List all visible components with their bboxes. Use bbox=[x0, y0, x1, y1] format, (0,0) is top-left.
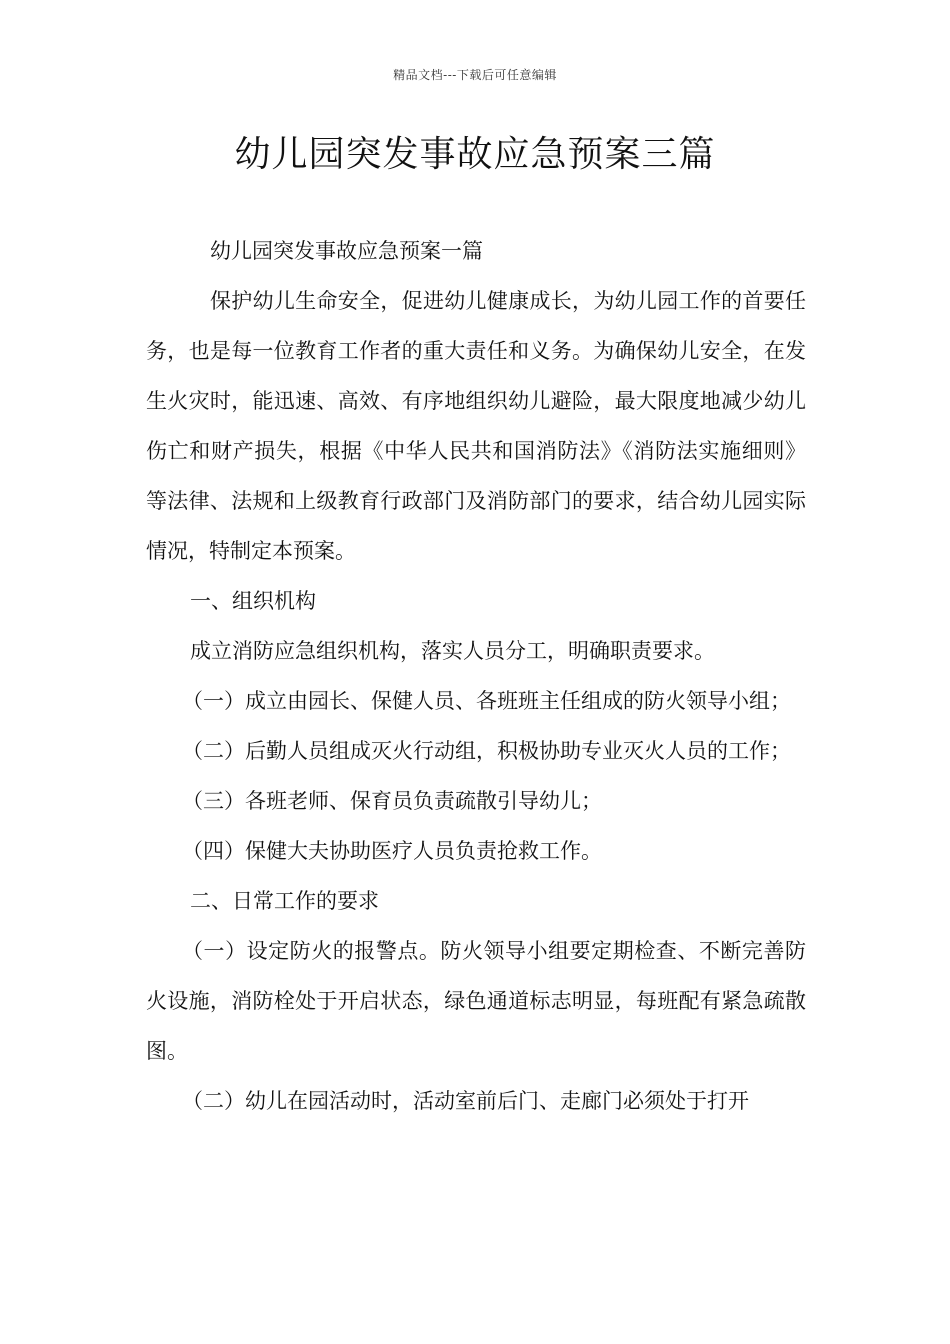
list-item-1: （一）成立由园长、保健人员、各班班主任组成的防火领导小组； bbox=[182, 689, 791, 713]
list-item-2: （二）后勤人员组成灭火行动组，积极协助专业灭火人员的工作； bbox=[182, 739, 791, 763]
document-title: 幼儿园突发事故应急预案三篇 bbox=[234, 134, 716, 175]
heading-daily-requirements: 二、日常工作的要求 bbox=[190, 889, 379, 913]
intro-paragraph: 保护幼儿生命安全，促进幼儿健康成长，为幼儿园工作的首要任务，也是每一位教育工作者的重大责任和义务。为确保幼儿安全，在发生火灾时，能迅速、高效、有序地组织幼儿避险，最大限度地减少幼儿伤亡和财产损失，根据《中华人民共和国消防法》《消防法实施细则》等法律、法规和上级教育行政部门及消防部门的要求，结合幼儿园实际情况，特制定本预案。 bbox=[146, 289, 806, 563]
list-item-3: （三）各班老师、保育员负责疏散引导幼儿； bbox=[182, 789, 602, 813]
list-item-4: （四）保健大夫协助医疗人员负责抢救工作。 bbox=[182, 839, 602, 863]
header-note: 精品文档---下载后可任意编辑 bbox=[393, 68, 557, 82]
section-heading-part-one: 幼儿园突发事故应急预案一篇 bbox=[210, 239, 483, 263]
document-body bbox=[146, 226, 806, 1126]
organization-paragraph: 成立消防应急组织机构，落实人员分工，明确职责要求。 bbox=[190, 639, 715, 663]
requirement-item-2: （二）幼儿在园活动时，活动室前后门、走廊门必须处于打开 bbox=[182, 1089, 749, 1113]
heading-organization: 一、组织机构 bbox=[190, 589, 316, 613]
requirement-item-1: （一）设定防火的报警点。防火领导小组要定期检查、不断完善防火设施，消防栓处于开启状态，绿色通道标志明显，每班配有紧急疏散图。 bbox=[146, 939, 806, 1063]
